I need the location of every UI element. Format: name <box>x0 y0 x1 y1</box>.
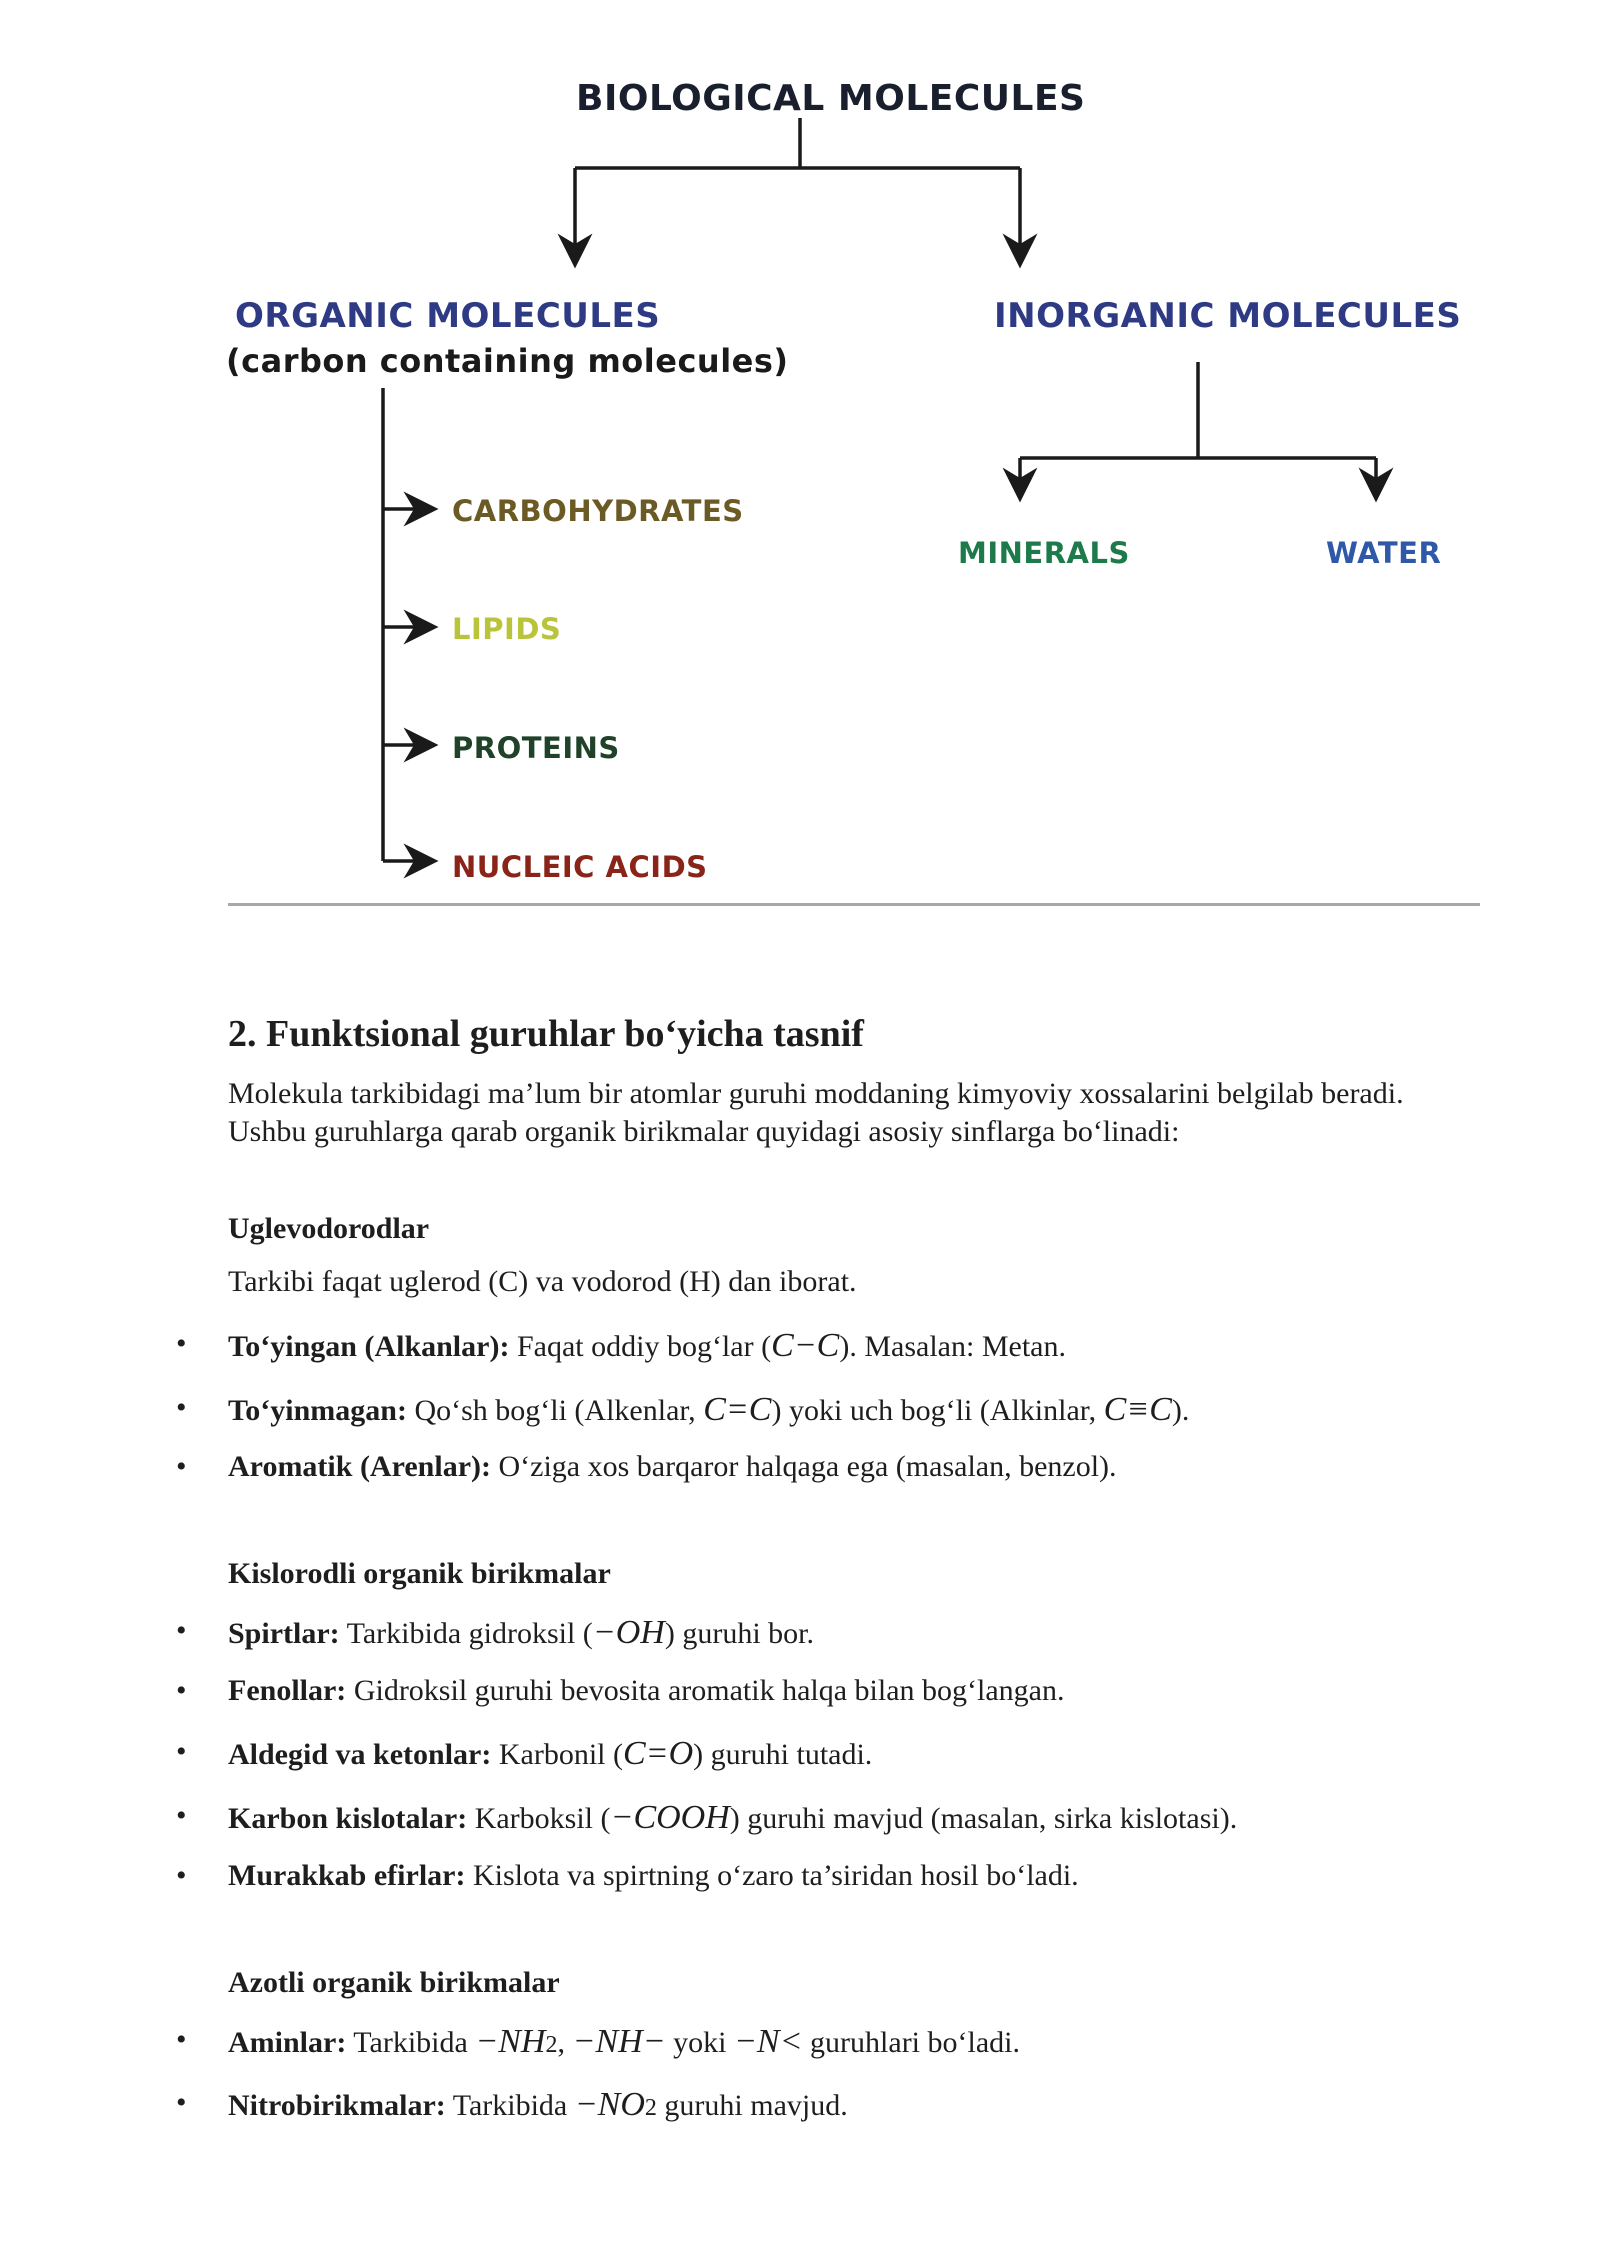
formula: −COOH <box>610 1799 730 1836</box>
horizontal-divider <box>228 903 1480 906</box>
bullet-icon: • <box>176 2086 187 2119</box>
oxygen-compounds-title: Kislorodli organik birikmalar <box>228 1557 611 1590</box>
item-term: Murakkab efirlar: <box>228 1859 466 1892</box>
section-intro: Molekula tarkibidagi ma’lum bir atomlar guruhi moddaning kimyoviy xossalarini belgilab beradi. Ushbu guruhlarga qarab organik birikmalar quyidagi asosiy sinflarga bo‘linadi: <box>228 1077 1404 1148</box>
formula: −NH <box>475 2023 546 2060</box>
formula: C−C <box>771 1327 840 1364</box>
nitrogen-compounds-title: Azotli organik birikmalar <box>228 1966 560 1999</box>
diagram-connectors <box>0 0 1600 920</box>
carbohydrates-label: CARBOHYDRATES <box>452 494 744 528</box>
item-term: To‘yinmagan: <box>228 1394 407 1427</box>
formula: C≡C <box>1103 1391 1172 1428</box>
bullet-icon: • <box>176 1674 187 1707</box>
bullet-icon: • <box>176 1614 187 1647</box>
bullet-icon: • <box>176 2023 187 2056</box>
bullet-icon: • <box>176 1735 187 1768</box>
inorganic-molecules-label: INORGANIC MOLECULES <box>994 296 1462 336</box>
minerals-label: MINERALS <box>958 536 1130 570</box>
proteins-label: PROTEINS <box>452 731 620 765</box>
formula-subscript: 2 <box>545 2032 558 2058</box>
item-term: Fenollar: <box>228 1674 347 1707</box>
bullet-icon: • <box>176 1391 187 1424</box>
formula: C=O <box>622 1735 694 1772</box>
formula: −NO <box>574 2086 645 2123</box>
formula: −NH− <box>572 2023 666 2060</box>
diagram-root-label: BIOLOGICAL MOLECULES <box>576 78 1086 119</box>
biological-molecules-diagram <box>0 0 1600 920</box>
formula: −OH <box>592 1614 665 1651</box>
hydrocarbons-title: Uglevodorodlar <box>228 1212 430 1245</box>
bullet-icon: • <box>176 1799 187 1832</box>
item-term: Nitrobirikmalar: <box>228 2089 446 2122</box>
bullet-icon: • <box>176 1450 187 1483</box>
water-label: WATER <box>1326 536 1442 570</box>
item-term: To‘yingan (Alkanlar): <box>228 1330 510 1363</box>
organic-molecules-subtitle: (carbon containing molecules) <box>226 342 789 380</box>
item-term: Aldegid va ketonlar: <box>228 1738 492 1771</box>
section-heading: 2. Funktsional guruhlar bo‘yicha tasnif <box>228 1013 864 1055</box>
formula: −N< <box>733 2023 803 2060</box>
formula: C=C <box>703 1391 772 1428</box>
organic-molecules-label: ORGANIC MOLECULES <box>235 296 661 336</box>
item-term: Aminlar: <box>228 2026 347 2059</box>
item-term: Spirtlar: <box>228 1617 340 1650</box>
bullet-icon: • <box>176 1327 187 1360</box>
formula-subscript: 2 <box>644 2095 657 2121</box>
item-term: Karbon kislotalar: <box>228 1802 468 1835</box>
lipids-label: LIPIDS <box>452 612 562 646</box>
hydrocarbons-desc: Tarkibi faqat uglerod (C) va vodorod (H) dan iborat. <box>228 1265 857 1298</box>
item-term: Aromatik (Arenlar): <box>228 1450 491 1483</box>
bullet-icon: • <box>176 1859 187 1892</box>
nucleic-acids-label: NUCLEIC ACIDS <box>452 850 708 884</box>
